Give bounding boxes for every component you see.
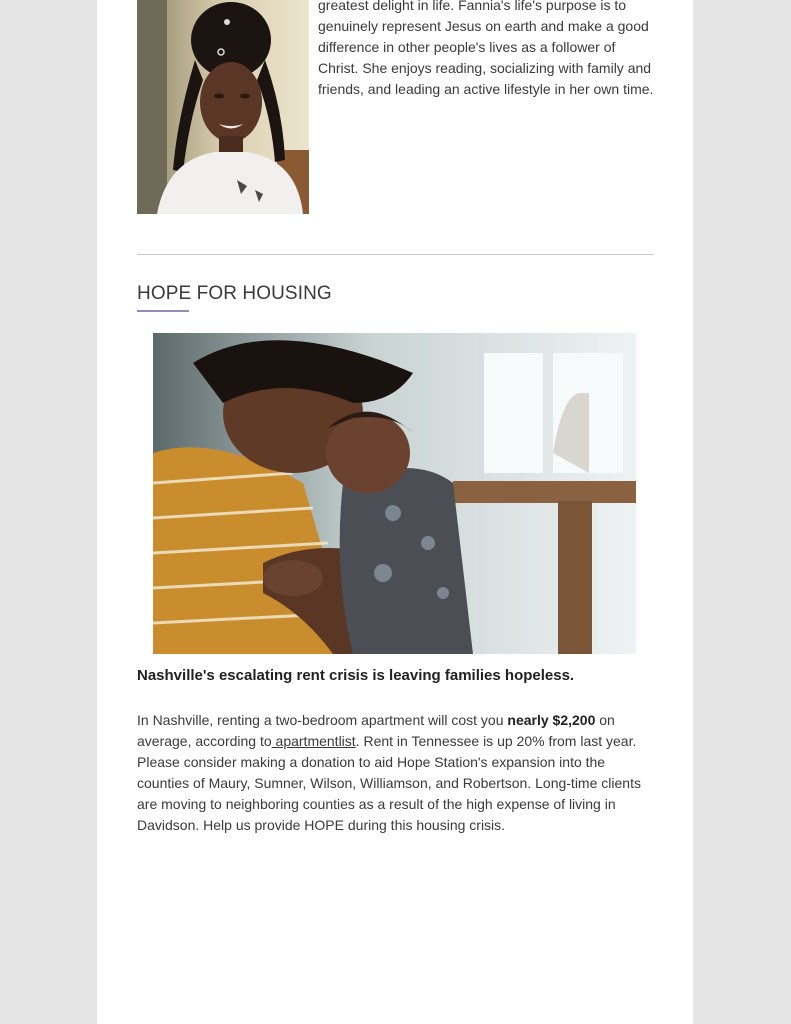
hero-photo: [153, 333, 636, 654]
body-text-part2: on average, according to: [137, 712, 615, 749]
section-title: HOPE FOR HOUSING: [137, 283, 332, 304]
title-underline: [137, 310, 189, 312]
body-text-part1: In Nashville, renting a two-bedroom apartment will cost you: [137, 712, 508, 728]
article-headline: Nashville's escalating rent crisis is leaving families hopeless.: [137, 667, 575, 684]
body-text-part3: . Rent in Tennessee is up 20% from last year. Please consider making a donation to aid Hope Station's expansion into the counties of Maury, Sumner, Wilson, Williamson, and Robertson. Long-time clients are moving to neighboring counties as a result of the high expense of living in Davidson. Help us provide HOPE during this housing crisis.: [137, 733, 641, 833]
rent-price-highlight: nearly $2,200: [507, 712, 596, 728]
section-divider: [137, 254, 654, 255]
article-body: [137, 710, 657, 836]
apartmentlist-link[interactable]: apartmentlist: [271, 733, 356, 749]
bio-paragraph: greatest delight in life. Fannia's life's purpose is to genuinely represent Jesus on earth and make a good difference in other people's lives as a follower of Christ. She enjoys reading, socializing with family and friends, and leading an active lifestyle in her own time.: [318, 0, 654, 97]
profile-photo: [137, 0, 309, 214]
newsletter-page: [97, 0, 693, 1024]
